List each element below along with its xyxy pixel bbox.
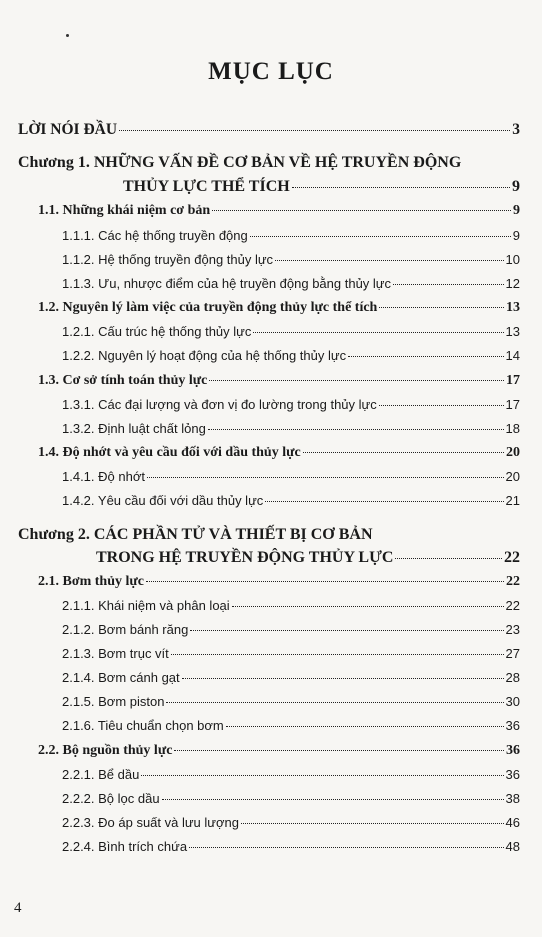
chapter-2-title-line2: TRONG HỆ TRUYỀN ĐỘNG THỦY LỰC bbox=[96, 549, 394, 566]
toc-entry-page: 46 bbox=[505, 815, 520, 830]
toc-entry-subsection[interactable] bbox=[62, 839, 520, 854]
dot-leader bbox=[119, 130, 510, 131]
toc-entry-section[interactable] bbox=[38, 203, 520, 219]
toc-entry-subsection[interactable] bbox=[62, 348, 520, 363]
toc-entry-label: 2.1.6. Tiêu chuẩn chọn bơm bbox=[62, 718, 224, 733]
toc-entry-page: 17 bbox=[505, 397, 520, 412]
toc-entry-label: 1.4.1. Độ nhớt bbox=[62, 469, 145, 484]
toc-entry-page: 12 bbox=[505, 276, 520, 291]
toc-entry-subsection[interactable] bbox=[62, 252, 520, 267]
toc-entry-label: 1.2.2. Nguyên lý hoạt động của hệ thống thủy lực bbox=[62, 348, 347, 363]
toc-entry-page: 13 bbox=[505, 324, 520, 339]
page-number-footer: 4 bbox=[14, 900, 22, 916]
toc-entry-label: 1.4.2. Yêu cầu đối với dầu thủy lực bbox=[62, 493, 264, 508]
ink-speck bbox=[66, 34, 69, 37]
toc-entry-page: 9 bbox=[512, 228, 520, 243]
chapter-2-title-line1[interactable]: Chương 2. CÁC PHẦN TỬ VÀ THIẾT BỊ CƠ BẢN bbox=[18, 526, 373, 543]
toc-entry-label: 2.2.2. Bộ lọc dầu bbox=[62, 791, 160, 806]
toc-entry-page: 22 bbox=[504, 549, 520, 566]
toc-entry-label: 2.1.3. Bơm trục vít bbox=[62, 646, 169, 661]
toc-entry-subsection[interactable] bbox=[62, 646, 520, 661]
toc-entry-subsection[interactable] bbox=[62, 815, 520, 830]
dot-leader bbox=[275, 260, 503, 261]
dot-leader bbox=[190, 630, 503, 631]
toc-entry-section[interactable] bbox=[38, 373, 520, 389]
toc-entry-section[interactable] bbox=[38, 574, 520, 590]
toc-entry-page: 30 bbox=[505, 694, 520, 709]
dot-leader bbox=[379, 405, 504, 406]
toc-entry-label: 1.3.2. Định luật chất lỏng bbox=[62, 421, 206, 436]
toc-entry-subsection[interactable] bbox=[62, 421, 520, 436]
toc-entry-subsection[interactable] bbox=[62, 324, 520, 339]
toc-entry-section[interactable] bbox=[38, 743, 520, 759]
toc-entry-label: 1.1.3. Ưu, nhược điểm của hệ truyền động bằng thủy lực bbox=[62, 276, 392, 291]
toc-entry-page: 10 bbox=[505, 252, 520, 267]
toc-entry-label: 2.2. Bộ nguồn thủy lực bbox=[38, 743, 173, 758]
toc-entry-section[interactable] bbox=[38, 300, 520, 316]
toc-entry-label: 2.1.1. Khái niệm và phân loại bbox=[62, 598, 230, 613]
toc-entry-preface[interactable] bbox=[18, 121, 520, 139]
dot-leader bbox=[292, 187, 510, 188]
toc-entry-label: 1.2.1. Cấu trúc hệ thống thủy lực bbox=[62, 324, 252, 339]
toc-entry-page: 21 bbox=[505, 493, 520, 508]
toc-entry-subsection[interactable] bbox=[62, 228, 520, 243]
toc-entry-page: 20 bbox=[506, 445, 520, 460]
toc-entry-page: 27 bbox=[505, 646, 520, 661]
toc-entry-page: 17 bbox=[506, 373, 520, 388]
toc-entry-subsection[interactable] bbox=[62, 276, 520, 291]
chapter-1-title-line1[interactable]: Chương 1. NHỮNG VẤN ĐỀ CƠ BẢN VỀ HỆ TRUYỀN ĐỘNG bbox=[18, 154, 462, 171]
toc-entry-page: 3 bbox=[512, 121, 520, 138]
toc-entry-label: 1.3. Cơ sở tính toán thủy lực bbox=[38, 373, 208, 388]
toc-entry-label: 2.1.4. Bơm cánh gạt bbox=[62, 670, 180, 685]
toc-entry-page: 28 bbox=[505, 670, 520, 685]
toc-entry-subsection[interactable] bbox=[62, 397, 520, 412]
dot-leader bbox=[147, 477, 504, 478]
toc-entry-chapter-2[interactable] bbox=[96, 549, 520, 567]
toc-entry-page: 22 bbox=[505, 598, 520, 613]
dot-leader bbox=[182, 678, 504, 679]
toc-entry-label: 1.1.2. Hệ thống truyền động thủy lực bbox=[62, 252, 274, 267]
dot-leader bbox=[395, 558, 502, 559]
toc-entry-subsection[interactable] bbox=[62, 791, 520, 806]
toc-entry-label: 2.1.5. Bơm piston bbox=[62, 694, 165, 709]
dot-leader bbox=[303, 452, 504, 453]
dot-leader bbox=[253, 332, 503, 333]
toc-entry-page: 9 bbox=[512, 178, 520, 195]
toc-entry-subsection[interactable] bbox=[62, 598, 520, 613]
toc-entry-label: 2.2.4. Bình trích chứa bbox=[62, 839, 188, 854]
toc-entry-label: 1.1. Những khái niệm cơ bản bbox=[38, 203, 211, 218]
toc-entry-page: 38 bbox=[505, 791, 520, 806]
toc-entry-label: 2.2.3. Đo áp suất và lưu lượng bbox=[62, 815, 239, 830]
toc-entry-page: 14 bbox=[505, 348, 520, 363]
toc-entry-page: 23 bbox=[505, 622, 520, 637]
toc-entry-subsection[interactable] bbox=[62, 622, 520, 637]
toc-entry-subsection[interactable] bbox=[62, 493, 520, 508]
dot-leader bbox=[171, 654, 504, 655]
dot-leader bbox=[141, 775, 503, 776]
dot-leader bbox=[379, 307, 504, 308]
toc-entry-label: 1.3.1. Các đại lượng và đơn vị đo lường trong thủy lực bbox=[62, 397, 377, 412]
page-title: MỤC LỤC bbox=[208, 58, 334, 85]
dot-leader bbox=[241, 823, 504, 824]
dot-leader bbox=[208, 429, 504, 430]
toc-entry-subsection[interactable] bbox=[62, 718, 520, 733]
dot-leader bbox=[348, 356, 503, 357]
dot-leader bbox=[146, 581, 504, 582]
toc-entry-page: 9 bbox=[513, 203, 520, 218]
chapter-1-title-line2: THỦY LỰC THỂ TÍCH bbox=[123, 178, 290, 195]
dot-leader bbox=[265, 501, 503, 502]
toc-entry-subsection[interactable] bbox=[62, 469, 520, 484]
dot-leader bbox=[189, 847, 503, 848]
toc-entry-label: 2.1.2. Bơm bánh răng bbox=[62, 622, 189, 637]
dot-leader bbox=[250, 236, 511, 237]
toc-entry-page: 18 bbox=[505, 421, 520, 436]
toc-entry-page: 36 bbox=[505, 767, 520, 782]
toc-entry-page: 48 bbox=[505, 839, 520, 854]
toc-entry-label: LỜI NÓI ĐẦU bbox=[18, 121, 118, 138]
dot-leader bbox=[166, 702, 503, 703]
toc-entry-page: 36 bbox=[505, 718, 520, 733]
toc-entry-page: 20 bbox=[505, 469, 520, 484]
toc-entry-page: 36 bbox=[506, 743, 520, 758]
dot-leader bbox=[209, 380, 504, 381]
dot-leader bbox=[226, 726, 504, 727]
toc-entry-label: 2.2.1. Bể dầu bbox=[62, 767, 140, 782]
toc-entry-label: 1.4. Độ nhớt và yêu cầu đối với dầu thủy lực bbox=[38, 445, 301, 460]
toc-entry-chapter-1[interactable] bbox=[123, 178, 520, 196]
toc-entry-subsection[interactable] bbox=[62, 767, 520, 782]
dot-leader bbox=[162, 799, 504, 800]
dot-leader bbox=[393, 284, 504, 285]
toc-entry-label: 2.1. Bơm thủy lực bbox=[38, 574, 144, 589]
toc-entry-label: 1.2. Nguyên lý làm việc của truyền động thủy lực thể tích bbox=[38, 300, 378, 315]
toc-entry-label: 1.1.1. Các hệ thống truyền động bbox=[62, 228, 248, 243]
dot-leader bbox=[174, 750, 504, 751]
toc-entry-subsection[interactable] bbox=[62, 670, 520, 685]
dot-leader bbox=[212, 210, 511, 211]
toc-entry-section[interactable] bbox=[38, 445, 520, 461]
toc-entry-subsection[interactable] bbox=[62, 694, 520, 709]
toc-entry-page: 22 bbox=[506, 574, 520, 589]
toc-entry-page: 13 bbox=[506, 300, 520, 315]
dot-leader bbox=[232, 606, 504, 607]
